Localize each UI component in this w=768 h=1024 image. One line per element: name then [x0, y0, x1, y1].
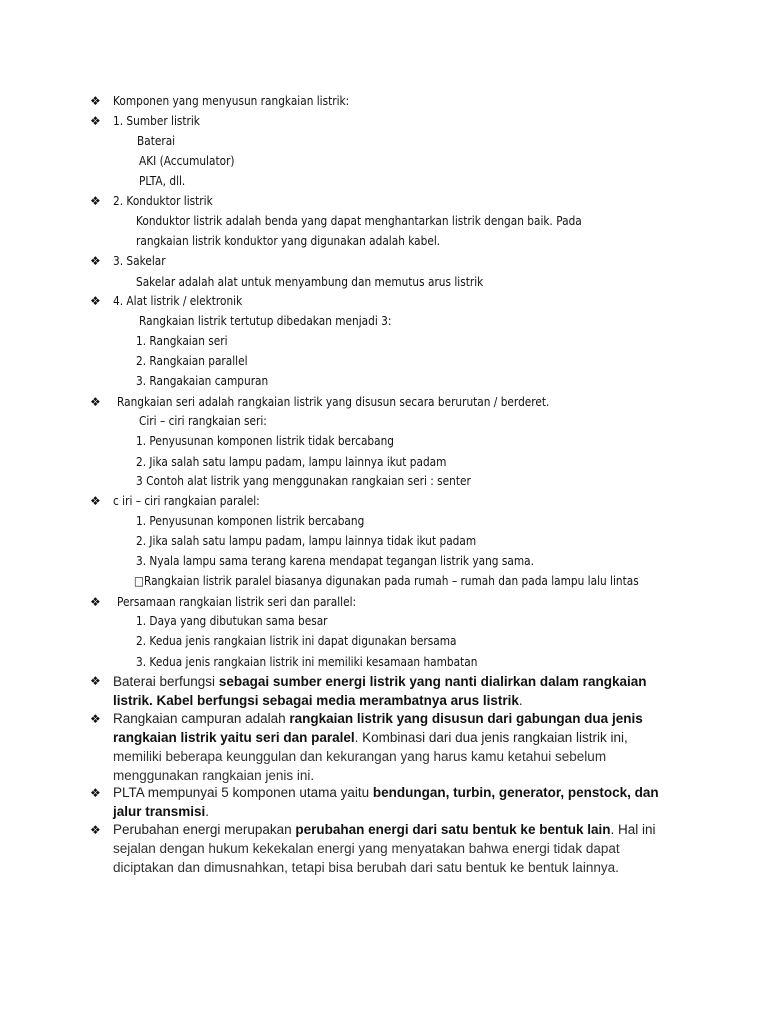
bullet-icon: ❖: [90, 823, 101, 837]
paragraph-text: Baterai berfungsi: [113, 674, 219, 689]
list-item: Rangkaian seri adalah rangkaian listrik yang disusun secara berurutan / berderet.: [117, 395, 550, 409]
paragraph-line: [113, 728, 628, 747]
paragraph-line: memiliki beberapa keunggulan dan kekurangan yang harus kamu ketahui sebelum: [113, 749, 607, 764]
bullet-icon: ❖: [90, 395, 101, 409]
paragraph-text: .: [205, 804, 210, 819]
list-subitem: PLTA, dll.: [139, 174, 186, 188]
paragraph-line: [113, 802, 209, 821]
list-subitem: 3. Kedua jenis rangkaian listrik ini memiliki kesamaan hambatan: [136, 655, 478, 669]
list-subitem: Ciri – ciri rangkaian seri:: [139, 414, 267, 428]
list-subitem: 1. Rangkaian seri: [136, 334, 228, 348]
paragraph-line: [113, 820, 655, 839]
list-subitem: rangkaian listrik konduktor yang digunakan adalah kabel.: [136, 234, 441, 248]
list-item: 3. Sakelar: [113, 254, 166, 268]
list-subitem: 3. Nyala lampu sama terang karena mendapat tegangan listrik yang sama.: [136, 554, 534, 568]
list-item: 1. Sumber listrik: [113, 114, 200, 128]
list-subitem: 2. Kedua jenis rangkaian listrik ini dapat digunakan bersama: [136, 634, 457, 648]
paragraph-bold-text: sebagai sumber energi listrik yang nanti dialirkan dalam rangkaian: [218, 674, 647, 689]
paragraph-bold-text: perubahan energi dari satu bentuk ke bentuk lain: [295, 822, 611, 837]
paragraph-text: .: [518, 693, 523, 708]
list-subitem: 1. Penyusunan komponen listrik bercabang: [136, 514, 365, 528]
list-subitem: 2. Jika salah satu lampu padam, lampu lainnya ikut padam: [136, 455, 447, 469]
list-subitem: Rangkaian listrik tertutup dibedakan menjadi 3:: [139, 314, 392, 328]
list-subitem: 3. Rangakaian campuran: [136, 374, 269, 388]
list-subitem: Sakelar adalah alat untuk menyambung dan memutus arus listrik: [136, 275, 484, 289]
paragraph-line: diciptakan dan dimusnahkan, tetapi bisa berubah dari satu bentuk ke bentuk lainnya.: [113, 860, 619, 875]
list-item: Komponen yang menyusun rangkaian listrik:: [113, 94, 350, 108]
bullet-icon: ❖: [90, 114, 101, 128]
paragraph-text: PLTA mempunyai 5 komponen utama yaitu: [113, 785, 373, 800]
paragraph-line: [113, 672, 646, 691]
paragraph-line: menggunakan rangkaian jenis ini.: [113, 768, 315, 783]
paragraph-text: Perubahan energi merupakan: [113, 822, 296, 837]
bullet-icon: ❖: [90, 494, 101, 508]
paragraph-bold-text: rangkaian listrik yang disusun dari gabungan dua jenis: [289, 711, 643, 726]
paragraph-line: [113, 709, 643, 728]
bullet-icon: ❖: [90, 254, 101, 268]
paragraph-bold-text: bendungan, turbin, generator, penstock, dan: [372, 785, 659, 800]
list-subitem: 1. Penyusunan komponen listrik tidak bercabang: [136, 434, 394, 448]
list-item: c iri – ciri rangkaian paralel:: [113, 494, 260, 508]
list-subitem: □Rangkaian listrik paralel biasanya digunakan pada rumah – rumah dan pada lampu lalu lintas: [134, 574, 639, 588]
paragraph-text: . Kombinasi dari dua jenis rangkaian listrik ini,: [354, 730, 628, 745]
bullet-icon: ❖: [90, 94, 101, 108]
list-subitem: 3 Contoh alat listrik yang menggunakan rangkaian seri : senter: [136, 474, 471, 488]
paragraph-bold-text: jalur transmisi: [113, 804, 206, 819]
paragraph-line: [113, 691, 523, 710]
paragraph-bold-text: rangkaian listrik yaitu seri dan paralel: [113, 730, 355, 745]
bullet-icon: ❖: [90, 595, 101, 609]
bullet-icon: ❖: [90, 294, 101, 308]
list-subitem: AKI (Accumulator): [139, 154, 235, 168]
list-item: 4. Alat listrik / elektronik: [113, 294, 243, 308]
list-item: Persamaan rangkaian listrik seri dan parallel:: [117, 595, 357, 609]
paragraph-text: . Hal ini: [610, 822, 656, 837]
list-subitem: Baterai: [137, 134, 176, 148]
list-subitem: 2. Rangkaian parallel: [136, 354, 248, 368]
paragraph-bold-text: listrik. Kabel berfungsi sebagai media merambatnya arus listrik: [113, 693, 519, 708]
paragraph-line: sejalan dengan hukum kekekalan energi yang menyatakan bahwa energi tidak dapat: [113, 841, 620, 856]
list-subitem: 2. Jika salah satu lampu padam, lampu lainnya tidak ikut padam: [136, 534, 477, 548]
bullet-icon: ❖: [90, 786, 101, 800]
list-subitem: 1. Daya yang dibutukan sama besar: [136, 614, 328, 628]
paragraph-line: [113, 783, 659, 802]
paragraph-text: Rangkaian campuran adalah: [113, 711, 290, 726]
list-item: 2. Konduktor listrik: [113, 194, 213, 208]
bullet-icon: ❖: [90, 712, 101, 726]
bullet-icon: ❖: [90, 674, 101, 688]
list-subitem: Konduktor listrik adalah benda yang dapat menghantarkan listrik dengan baik. Pada: [136, 214, 582, 228]
bullet-icon: ❖: [90, 194, 101, 208]
